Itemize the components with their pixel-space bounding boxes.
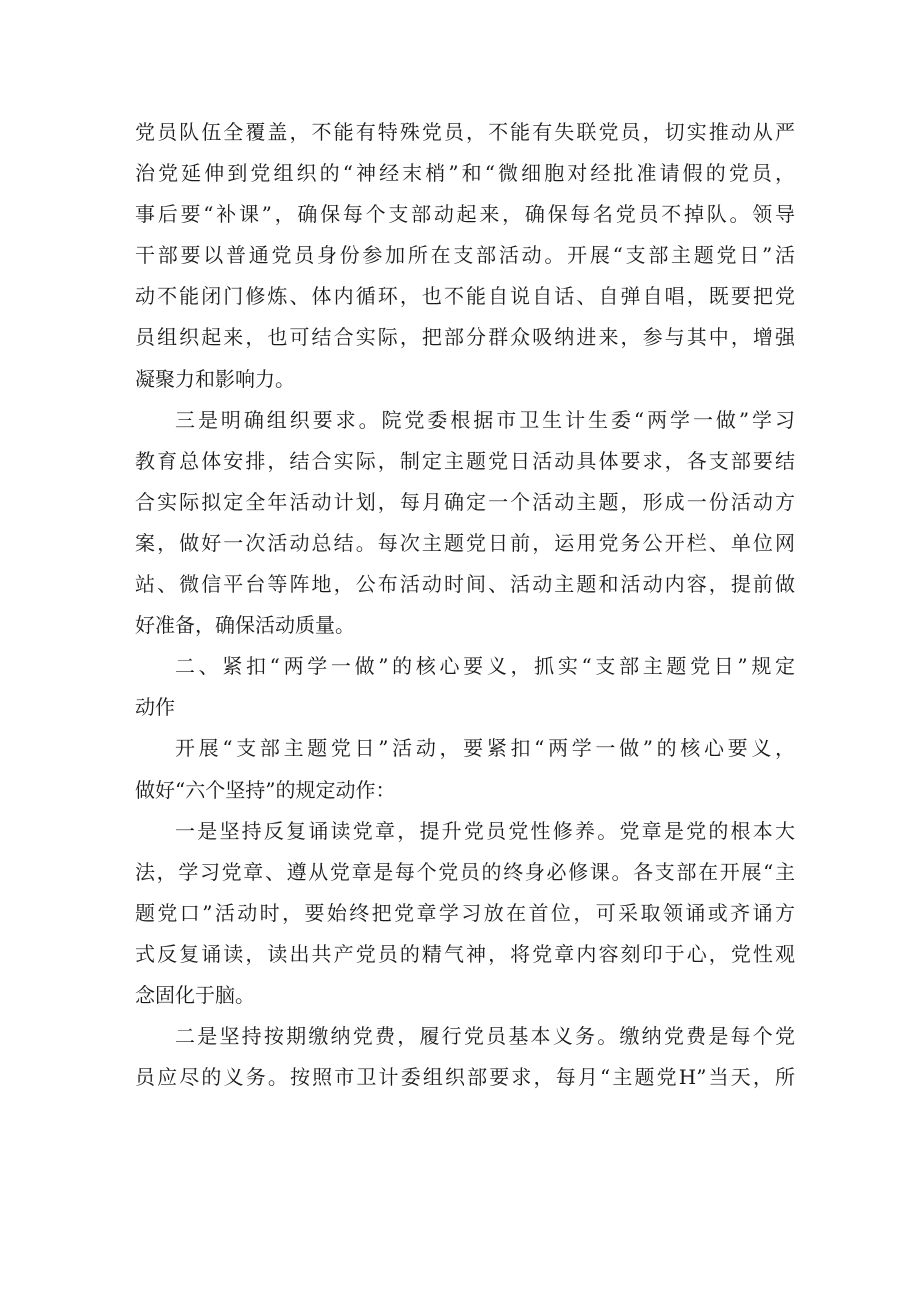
text-line: 员组织起来，也可结合实际，把部分群众吸纳进来，参与其中，增强 [135,325,795,350]
paragraph [135,400,795,647]
paragraph [135,112,795,400]
section-heading [135,646,795,728]
text-line: 干部要以普通党员身份参加所在支部活动。开展“支部主题党日”活 [135,243,795,268]
text-line: 好准备，确保活动质量。 [135,613,355,638]
text-line: 题党口”活动时，要始终把党章学习放在首位，可采取领诵或齐诵方 [135,900,795,925]
paragraph [135,811,795,1016]
text-line: 开展“支部主题党日”活动，要紧扣“两学一做”的核心要义， [175,736,795,761]
text-line: 教育总体安排，结合实际，制定主题党日活动具体要求，各支部要结 [135,448,795,473]
text-line: 三是明确组织要求。院党委根据市卫生计生委“两学一做”学习 [175,407,795,432]
text-line: 动不能闭门修炼、体内循环，也不能自说自话、自弹自唱，既要把党 [135,284,795,309]
text-line: 站、微信平台等阵地，公布活动时间、活动主题和活动内容，提前做 [135,572,795,597]
heading-line: 二、紧扣“两学一做”的核心要义，抓实“支部主题党日”规定 [175,654,795,679]
heading-line: 动作 [135,695,175,720]
text-line: 式反复诵读，读出共产党员的精气神，将党章内容刻印于心，党性观 [135,941,795,966]
text-line: 法，学习党章、遵从党章是每个党员的终身必修课。各支部在开展“主 [135,859,795,884]
text-line: 案，做好一次活动总结。每次主题党日前，运用党务公开栏、单位网 [135,530,795,555]
text-line: 二是坚持按期缴纳党费，履行党员基本义务。缴纳党费是每个党 [175,1024,795,1049]
text-line: 党员队伍全覆盖，不能有特殊党员，不能有失联党员，切实推动从严 [135,120,795,144]
text-line: 念固化于脑。 [135,982,255,1007]
text-line: 做好“六个坚持”的规定动作： [135,777,396,802]
text-line: 事后要“补课”，确保每个支部动起来，确保每名党员不掉队。领导 [135,202,795,227]
text-line: 员应尽的义务。按照市卫计委组织部要求，每月“主题党H”当天，所 [135,1065,795,1090]
paragraph [135,1016,795,1098]
text-line: 合实际拟定全年活动计划，每月确定一个活动主题，形成一份活动方 [135,489,795,514]
text-line: 治党延伸到党组织的“神经末梢”和“微细胞对经批准请假的党员， [135,161,795,186]
text-line: 一是坚持反复诵读党章，提升党员党性修养。党章是党的根本大 [175,818,795,843]
text-line: 凝聚力和影响力。 [135,366,295,391]
document-body [135,112,795,1098]
paragraph [135,728,795,810]
